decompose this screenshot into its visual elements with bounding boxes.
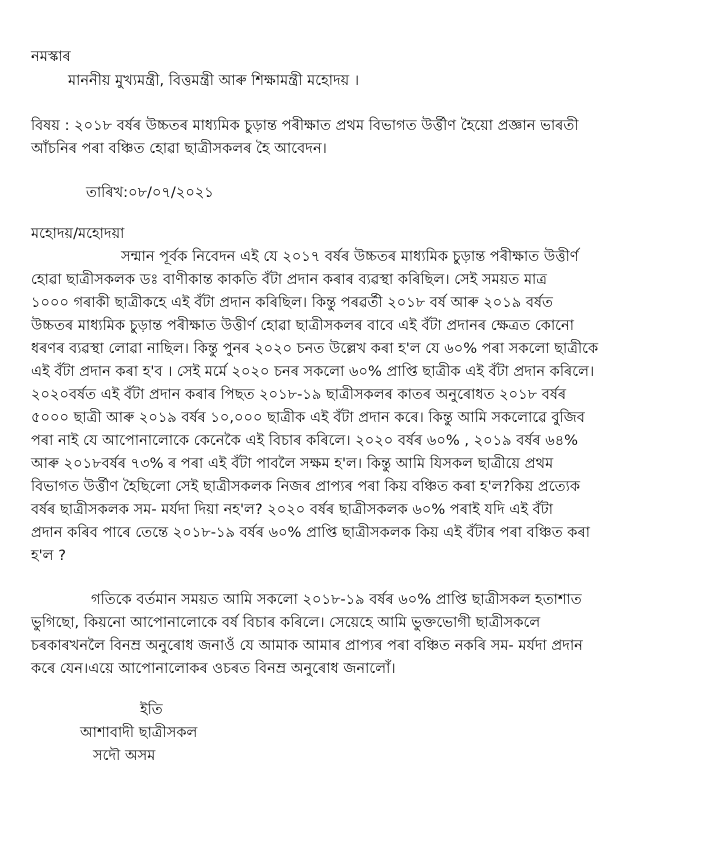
- paragraph-line: পৰা নাই যে আপোনালোকে কেনেকৈ এই বিচাৰ কৰিলে। ২০২০ বৰ্ষৰ ৬০% , ২০১৯ বৰ্ষৰ ৬৪%: [31, 432, 579, 449]
- subject-line: বিষয় : ২০১৮ বৰ্ষৰ উচ্চতৰ মাধ্যমিক চুড়ান্ত পৰীক্ষাত প্ৰথম বিভাগত উৰ্ত্তীণ হৈয়ো প্ৰজ্ঞান ভাৰতী: [31, 117, 579, 134]
- greeting: মহোদয়/মহোদয়া: [31, 225, 125, 242]
- paragraph-line: এই বঁটা প্ৰদান কৰা হ'ব । সেই মৰ্মে ২০২০ চনৰ সকলো ৬০% প্ৰাপ্তি ছাত্ৰীক এই বঁটা প্ৰদান কৰিলে।: [31, 363, 595, 380]
- closing: ইতি: [140, 701, 163, 718]
- paragraph-line: হোৱা ছাত্ৰীসকলক ডঃ বাণীকান্ত কাকতি বঁটা প্ৰদান কৰাৰ ব্যৱস্থা কৰিছিল। সেই সময়ত মাত্ৰ: [31, 271, 548, 288]
- paragraph-line: ৫০০০ ছাত্ৰী আৰু ২০১৯ বৰ্ষৰ ১০,০০০ ছাত্ৰীক এই বঁটা প্ৰদান কৰে। কিন্তু আমি সকলোৱে বুজিব: [31, 409, 585, 426]
- signature: আশাবাদী ছাত্ৰীসকল: [80, 724, 198, 741]
- paragraph-line: প্ৰদান কৰিব পাৰে তেন্তে ২০১৮-১৯ বৰ্ষৰ ৬০% প্ৰাপ্তি ছাত্ৰীসকলক কিয় এই বঁটাৰ পৰা বঞ্চিত কৰা: [31, 524, 590, 541]
- paragraph-line: হ'ল ?: [31, 547, 66, 564]
- subject-line: আঁচনিৰ পৰা বঞ্চিত হোৱা ছাত্ৰীসকলৰ হৈ আবেদন।: [31, 140, 327, 157]
- paragraph-line: ভুগিছো, কিয়নো আপোনালোকে বৰ্ষ বিচাৰ কৰিলে। সেয়েহে আমি ভুক্তভোগী ছাত্ৰীসকলে: [31, 614, 541, 631]
- paragraph-line: চৰকাৰখনলৈ বিনম্ৰ অনুৰোধ জনাওঁ যে আমাক আমাৰ প্ৰাপ্যৰ পৰা বঞ্চিত নকৰি সম- মৰ্যদা প্ৰদান: [31, 637, 583, 654]
- letter-date: তাৰিখ:০৮/০৭/২০২১: [86, 184, 214, 201]
- paragraph-line: কৰে যেন।এয়ে আপোনালোকৰ ওচৰত বিনম্ৰ অনুৰোধ জনালোঁ।: [31, 660, 396, 677]
- paragraph-line: ২০২০বৰ্ষত এই বঁটা প্ৰদান কৰাৰ পিছত ২০১৮-১৯ ছাত্ৰীসকলৰ কাতৰ অনুৰোধত ২০১৮ বৰ্ষৰ: [31, 386, 567, 403]
- paragraph-line: আৰু ২০১৮বৰ্ষৰ ৭৩% ৰ পৰা এই বঁটা পাবলৈ সক্ষম হ'ল। কিন্তু আমি যিসকল ছাত্ৰীয়ে প্ৰথম: [31, 455, 554, 472]
- paragraph-line: উচ্চতৰ মাধ্যমিক চুড়ান্ত পৰীক্ষাত উত্তীৰ্ণ হোৱা ছাত্ৰীসকলৰ বাবে এই বঁটা প্ৰদানৰ ক্ষেত্ৰত কোনো: [31, 317, 574, 334]
- paragraph-line: ১০০০ গৰাকী ছাত্ৰীকহে এই বঁটা প্ৰদান কৰিছিল। কিন্তু পৰৱৰ্তী ২০১৮ বৰ্ষ আৰু ২০১৯ বৰ্ষত: [31, 294, 553, 311]
- addressee: মাননীয় মুখ্যমন্ত্ৰী, বিত্তমন্ত্ৰী আৰু শিক্ষামন্ত্ৰী মহোদয় ।: [68, 72, 360, 89]
- paragraph-line: বিভাগত উৰ্ত্তীণ হৈছিলো সেই ছাত্ৰীসকলক নিজৰ প্ৰাপ্যৰ পৰা কিয় বঞ্চিত কৰা হ'ল?কিয় প্ৰত্যেক: [31, 478, 581, 495]
- location: সদৌ অসম: [93, 747, 156, 764]
- paragraph-line: ধৰণৰ ব্যৱস্থা লোৱা নাছিল। কিন্তু পুনৰ ২০২০ চনত উল্লেখ কৰা হ'ল যে ৬০% পৰা সকলো ছাত্ৰীকে: [31, 340, 599, 357]
- paragraph-line: বৰ্ষৰ ছাত্ৰীসকলক সম- মৰ্যদা দিয়া নহ'ল? ২০২০ বৰ্ষৰ ছাত্ৰীসকলক ৬০% পৰাই যদি এই বঁটা: [31, 501, 553, 518]
- paragraph-line: সন্মান পূৰ্বক নিবেদন এই যে ২০১৭ বৰ্ষৰ উচ্চতৰ মাধ্যমিক চুড়ান্ত পৰীক্ষাত উত্তীৰ্ণ: [121, 248, 579, 265]
- salutation: নমস্কাৰ: [31, 48, 71, 65]
- paragraph-line: গতিকে বৰ্তমান সময়ত আমি সকলো ২০১৮-১৯ বৰ্ষৰ ৬০% প্ৰাপ্তি ছাত্ৰীসকল হতাশাত: [91, 591, 582, 608]
